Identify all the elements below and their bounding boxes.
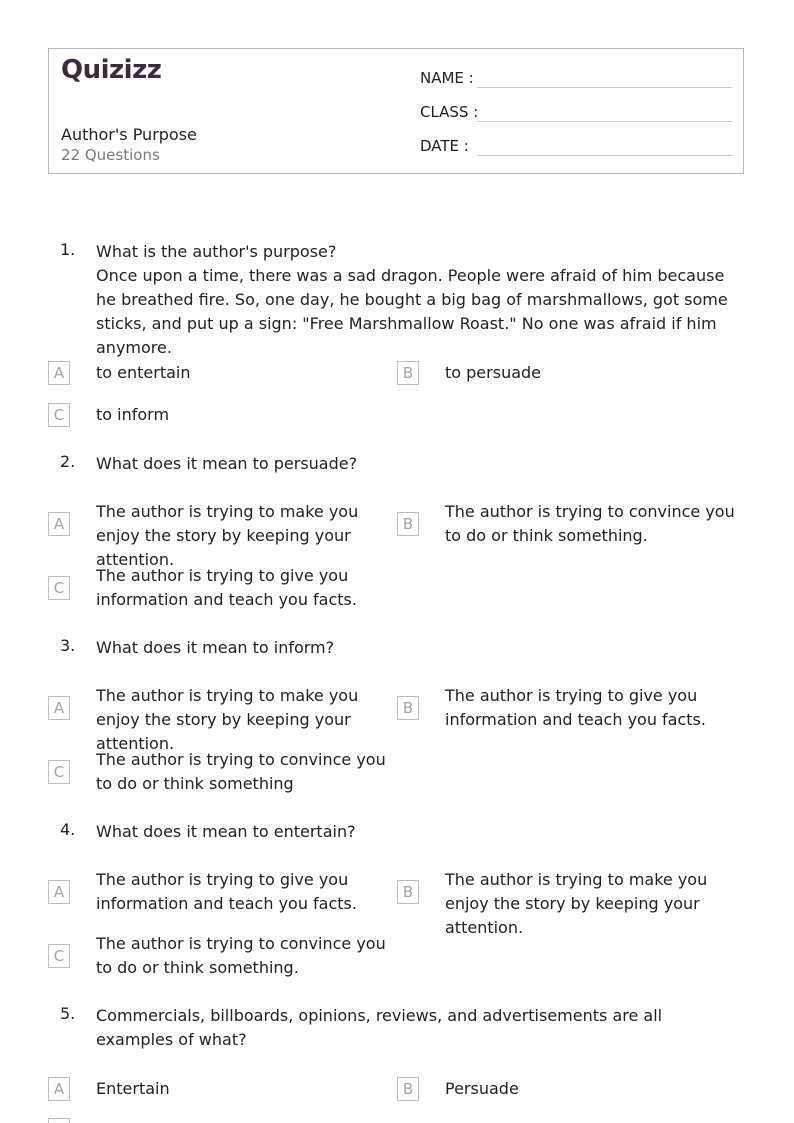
option-box-b[interactable]: B: [397, 512, 419, 536]
option-text: Entertain: [96, 1079, 170, 1098]
option-box-a[interactable]: A: [48, 1077, 70, 1101]
question-text: What is the author's purpose? Once upon a time, there was a sad dragon. People were afraid of him because he breathed fire. So, one day, he bought a big bag of marshmallows, got some sticks, and put up a sign: "Free Marshmallow Roast." No one was afraid if him anymore.: [96, 242, 728, 357]
option-text: The author is trying to convince you to do or think something.: [96, 934, 386, 977]
option-box-c-partial: [48, 1118, 70, 1123]
option-box-b[interactable]: B: [397, 361, 419, 385]
option-box-b[interactable]: B: [397, 1077, 419, 1101]
date-line[interactable]: [477, 155, 732, 156]
option-box-a[interactable]: A: [48, 512, 70, 536]
question-number: 3.: [60, 636, 76, 655]
question-number: 2.: [60, 452, 76, 471]
option-text: The author is trying to convince you to do or think something: [96, 750, 386, 793]
option-text: Persuade: [445, 1079, 519, 1098]
question-text: Commercials, billboards, opinions, reviews, and advertisements are all examples of what?: [96, 1006, 663, 1049]
option-box-c[interactable]: C: [48, 944, 70, 968]
quizizz-logo: Quizizz: [61, 55, 162, 85]
question-text: What does it mean to inform?: [96, 638, 335, 657]
option-box-c[interactable]: C: [48, 576, 70, 600]
date-label: DATE :: [420, 137, 469, 155]
question-number: 1.: [60, 240, 76, 259]
question-text: What does it mean to entertain?: [96, 822, 356, 841]
name-line[interactable]: [477, 87, 732, 88]
option-text: The author is trying to make you enjoy the story by keeping your attention.: [96, 502, 359, 569]
question-number: 5.: [60, 1004, 76, 1023]
question-number: 4.: [60, 820, 76, 839]
option-text: The author is trying to make you enjoy the story by keeping your attention.: [96, 686, 359, 753]
option-box-a[interactable]: A: [48, 880, 70, 904]
option-box-c[interactable]: C: [48, 760, 70, 784]
class-line[interactable]: [477, 121, 732, 122]
class-label: CLASS :: [420, 103, 479, 121]
option-text: The author is trying to convince you to do or think something.: [445, 502, 735, 545]
question-count: 22 Questions: [61, 146, 160, 164]
worksheet-title: Author's Purpose: [61, 125, 197, 144]
option-box-b[interactable]: B: [397, 880, 419, 904]
option-box-c[interactable]: C: [48, 403, 70, 427]
option-text: The author is trying to give you information and teach you facts.: [96, 870, 357, 913]
option-text: The author is trying to make you enjoy the story by keeping your attention.: [445, 870, 708, 937]
worksheet-header: [48, 48, 744, 174]
option-text: The author is trying to give you information and teach you facts.: [96, 566, 357, 609]
option-text: to inform: [96, 405, 170, 424]
option-text: to persuade: [445, 363, 542, 382]
question-text: What does it mean to persuade?: [96, 454, 358, 473]
option-box-b[interactable]: B: [397, 696, 419, 720]
option-text: The author is trying to give you information and teach you facts.: [445, 686, 706, 729]
option-box-a[interactable]: A: [48, 361, 70, 385]
option-box-a[interactable]: A: [48, 696, 70, 720]
name-label: NAME :: [420, 69, 474, 87]
option-text: to entertain: [96, 363, 191, 382]
